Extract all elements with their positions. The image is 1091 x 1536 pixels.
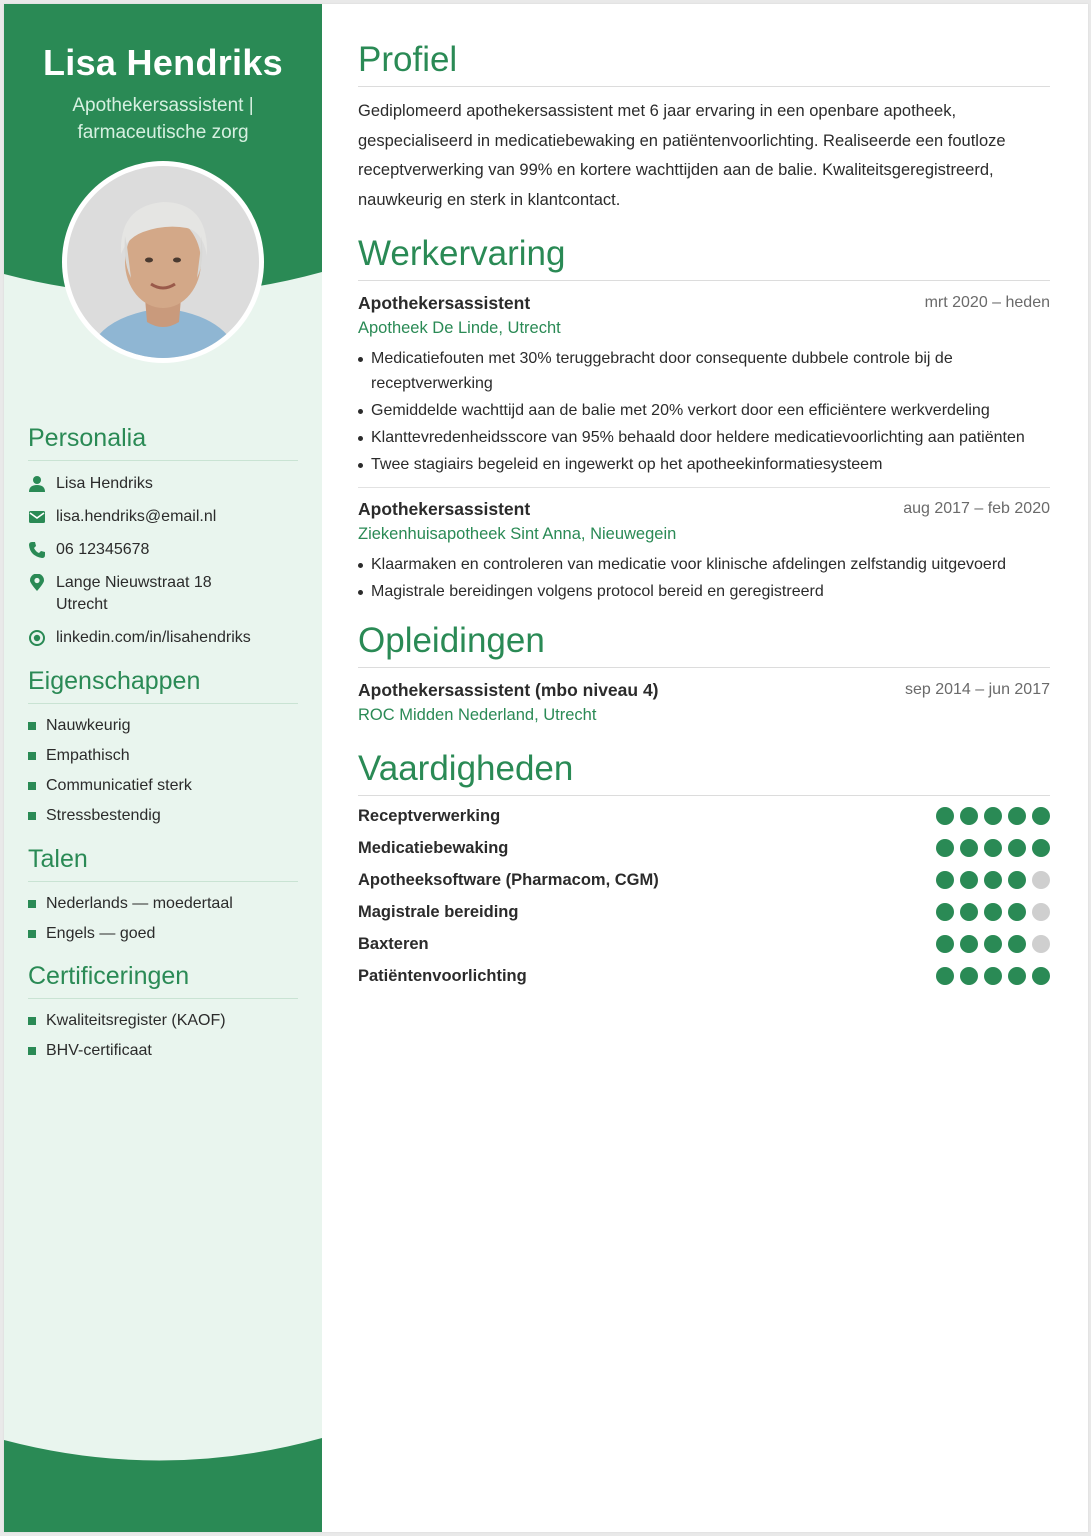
rating-dot-filled <box>960 839 978 857</box>
skill-row <box>358 800 1050 832</box>
rating-dot-filled <box>936 871 954 889</box>
rating-dot-filled <box>936 967 954 985</box>
contact-address-text <box>56 572 212 616</box>
skill-rating <box>930 967 1050 985</box>
list-item: Magistrale bereidingen volgens protocol bereid en geregistreerd <box>358 579 1050 604</box>
candidate-name: Lisa Hendriks <box>43 42 283 83</box>
certificate-text: Kwaliteitsregister (KAOF) <box>46 1012 226 1029</box>
education-school: ROC Midden Nederland, Utrecht <box>358 706 597 724</box>
list-item <box>28 746 298 765</box>
rating-dot-filled <box>984 935 1002 953</box>
job-entry <box>358 293 1050 477</box>
job-company: Ziekenhuisapotheek Sint Anna, Nieuwegein <box>358 525 677 543</box>
sidebar-footer-background <box>4 1432 322 1532</box>
rating-dot-filled <box>1008 807 1026 825</box>
square-bullet-icon <box>28 722 36 730</box>
avatar <box>62 161 264 363</box>
rating-dot-filled <box>960 935 978 953</box>
job-title: Apothekersassistent <box>358 293 531 313</box>
eigenschappen-heading: Eigenschappen <box>28 667 298 704</box>
skill-name: Medicatiebewaking <box>358 838 509 857</box>
list-item: Twee stagiairs begeleid en ingewerkt op het apotheekinformatiesysteem <box>358 452 1050 477</box>
square-bullet-icon <box>28 930 36 938</box>
werkervaring-heading: Werkervaring <box>358 234 1050 281</box>
vaardigheden-section <box>358 749 1050 992</box>
certificate-text: BHV-certificaat <box>46 1042 152 1059</box>
person-icon <box>28 475 46 493</box>
list-item: Medicatiefouten met 30% teruggebracht door consequente dubbele controle bij de receptverwerking <box>358 346 1050 396</box>
contact-email[interactable] <box>28 506 298 528</box>
education-title: Apothekersassistent (mbo niveau 4) <box>358 680 659 700</box>
skill-name: Baxteren <box>358 934 429 953</box>
rating-dot-empty <box>1032 903 1050 921</box>
job-date: mrt 2020 – heden <box>924 294 1050 311</box>
candidate-title: Apothekersassistent | farmaceutische zorg <box>72 95 254 143</box>
trait-text: Nauwkeurig <box>46 717 131 734</box>
personalia-heading: Personalia <box>28 424 298 461</box>
profiel-text: Gediplomeerd apothekersassistent met 6 jaar ervaring in een openbare apotheek, gespecialiseerd in medicatiebewaking en patiëntenvoorlichting. Realiseerde een foutloze receptverwerking van 99% en kortere wachttijden aan de balie. Kwaliteitsgeregistreerd, nauwkeurig en sterk in klantcontact. <box>358 102 1006 209</box>
contact-linkedin[interactable] <box>28 627 298 649</box>
rating-dot-filled <box>1008 903 1026 921</box>
list-item <box>28 924 298 943</box>
skill-name: Receptverwerking <box>358 806 501 825</box>
language-text: Engels — goed <box>46 925 156 942</box>
skill-rating <box>930 903 1050 921</box>
rating-dot-filled <box>936 839 954 857</box>
job-title: Apothekersassistent <box>358 499 531 519</box>
square-bullet-icon <box>28 752 36 760</box>
rating-dot-filled <box>960 967 978 985</box>
list-item: Klaarmaken en controleren van medicatie voor klinische afdelingen zelfstandig uitgevoerd <box>358 552 1050 577</box>
skills-list <box>358 800 1050 992</box>
skill-rating <box>930 839 1050 857</box>
contact-name-text: Lisa Hendriks <box>56 475 153 492</box>
list-item <box>28 806 298 825</box>
skill-row <box>358 928 1050 960</box>
list-item <box>28 1041 298 1060</box>
skill-rating <box>930 871 1050 889</box>
opleidingen-heading: Opleidingen <box>358 621 1050 668</box>
talen-section <box>28 845 298 954</box>
job-entry <box>358 499 1050 604</box>
square-bullet-icon <box>28 812 36 820</box>
rating-dot-filled <box>984 807 1002 825</box>
location-pin-icon <box>28 574 46 592</box>
certificeringen-heading: Certificeringen <box>28 962 298 999</box>
job-date: aug 2017 – feb 2020 <box>903 500 1050 517</box>
mail-icon <box>28 508 46 526</box>
contact-phone-text[interactable]: 06 12345678 <box>56 541 150 558</box>
rating-dot-filled <box>1032 839 1050 857</box>
rating-dot-filled <box>984 903 1002 921</box>
skill-row <box>358 896 1050 928</box>
address-city: Utrecht <box>56 596 108 613</box>
list-item: Gemiddelde wachttijd aan de balie met 20% verkort door een efficiëntere werkverdeling <box>358 398 1050 423</box>
rating-dot-filled <box>984 839 1002 857</box>
rating-dot-filled <box>1008 935 1026 953</box>
contact-linkedin-text[interactable]: linkedin.com/in/lisahendriks <box>56 629 251 646</box>
skill-row <box>358 864 1050 896</box>
rating-dot-filled <box>1032 807 1050 825</box>
rating-dot-filled <box>1008 871 1026 889</box>
square-bullet-icon <box>28 782 36 790</box>
education-entry <box>358 680 1050 725</box>
rating-dot-filled <box>984 871 1002 889</box>
profile-photo <box>67 166 259 358</box>
rating-dot-filled <box>1008 967 1026 985</box>
skill-name: Magistrale bereiding <box>358 902 519 921</box>
skill-name: Apotheeksoftware (Pharmacom, CGM) <box>358 870 659 889</box>
contact-address <box>28 572 298 616</box>
rating-dot-filled <box>936 935 954 953</box>
certificeringen-section <box>28 962 298 1071</box>
rating-dot-filled <box>984 967 1002 985</box>
skill-name: Patiëntenvoorlichting <box>358 966 527 985</box>
job-company: Apotheek De Linde, Utrecht <box>358 319 561 337</box>
rating-dot-filled <box>960 871 978 889</box>
skill-rating <box>930 935 1050 953</box>
education-date: sep 2014 – jun 2017 <box>904 681 1050 698</box>
rating-dot-filled <box>936 903 954 921</box>
square-bullet-icon <box>28 1017 36 1025</box>
opleidingen-section <box>358 621 1050 725</box>
resume-page <box>4 4 1088 1532</box>
profiel-heading: Profiel <box>358 40 1050 87</box>
linkedin-icon <box>28 629 46 647</box>
list-item: Klanttevredenheidsscore van 95% behaald door heldere medicatievoorlichting aan patiënten <box>358 425 1050 450</box>
skill-row <box>358 960 1050 992</box>
trait-text: Stressbestendig <box>46 807 161 824</box>
rating-dot-filled <box>1032 967 1050 985</box>
job-bullets <box>358 346 1050 477</box>
sidebar <box>4 4 322 1532</box>
rating-dot-filled <box>1008 839 1026 857</box>
job-divider <box>358 487 1050 488</box>
list-item <box>28 716 298 735</box>
skill-rating <box>930 807 1050 825</box>
job-bullets <box>358 552 1050 604</box>
trait-text: Empathisch <box>46 747 130 764</box>
contact-email-text[interactable]: lisa.hendriks@email.nl <box>56 508 217 525</box>
list-item <box>28 776 298 795</box>
address-street: Lange Nieuwstraat 18 <box>56 574 212 591</box>
rating-dot-empty <box>1032 871 1050 889</box>
phone-icon <box>28 541 46 559</box>
rating-dot-empty <box>1032 935 1050 953</box>
profiel-section <box>358 40 1050 215</box>
language-text: Nederlands — moedertaal <box>46 895 233 912</box>
contact-name <box>28 473 298 495</box>
werkervaring-section <box>358 234 1050 606</box>
rating-dot-filled <box>960 903 978 921</box>
eigenschappen-section <box>28 667 298 836</box>
list-item <box>28 1011 298 1030</box>
rating-dot-filled <box>936 807 954 825</box>
trait-text: Communicatief sterk <box>46 777 192 794</box>
talen-heading: Talen <box>28 845 298 882</box>
personalia-section <box>28 424 298 660</box>
skill-row <box>358 832 1050 864</box>
square-bullet-icon <box>28 1047 36 1055</box>
rating-dot-filled <box>960 807 978 825</box>
contact-phone[interactable] <box>28 539 298 561</box>
square-bullet-icon <box>28 900 36 908</box>
list-item <box>28 894 298 913</box>
vaardigheden-heading: Vaardigheden <box>358 749 1050 796</box>
